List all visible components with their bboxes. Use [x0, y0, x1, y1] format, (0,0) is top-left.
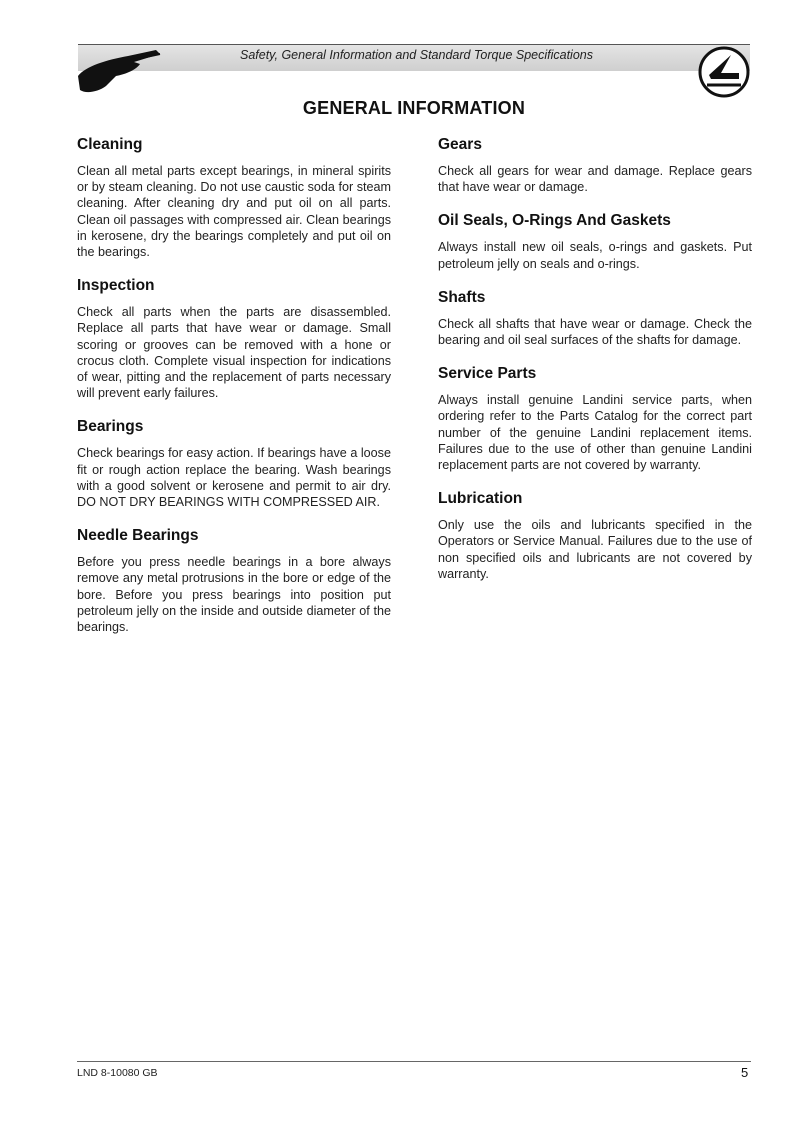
section-cleaning — [77, 136, 391, 260]
section-gears — [438, 136, 752, 195]
section-heading: Bearings — [77, 418, 144, 436]
page-number: 5 — [741, 1065, 749, 1080]
header-title: Safety, General Information and Standard Torque Specifications — [240, 48, 593, 62]
section-heading: Lubrication — [438, 490, 523, 508]
section-inspection — [77, 277, 391, 401]
section-heading: Oil Seals, O-Rings And Gaskets — [438, 212, 671, 230]
section-body: Before you press needle bearings in a bore always remove any metal protrusions in the bore or edge of the bore. Before you press bearings into position put petroleum jelly on the inside and outside diameter of the bearings. — [77, 555, 391, 635]
section-bearings — [77, 418, 391, 510]
section-body: Only use the oils and lubricants specified in the Operators or Service Manual. Failures due to the use of non specified oils and lubricants are not covered by warranty. — [438, 518, 752, 581]
section-lubrication — [438, 490, 752, 582]
section-shafts — [438, 289, 752, 348]
section-body: Check all shafts that have wear or damage. Check the bearing and oil seal surfaces of the shafts for damage. — [438, 316, 752, 348]
footer-divider — [77, 1061, 751, 1062]
section-emblem-icon — [697, 45, 751, 99]
section-body: Always install genuine Landini service parts, when ordering refer to the Parts Catalog for the correct part number of the genuine Landini replacement items. Failures due to the use of other than genuine Landini replacement parts are not covered by warranty. — [438, 393, 752, 473]
section-heading: Cleaning — [77, 136, 143, 153]
section-service-parts — [438, 365, 752, 473]
section-needle-bearings — [77, 527, 391, 635]
section-heading: Shafts — [438, 288, 486, 306]
section-heading: Needle Bearings — [77, 527, 199, 545]
section-body: Always install new oil seals, o-rings and gaskets. Put petroleum jelly on seals and o-rings. — [438, 240, 752, 271]
section-heading: Inspection — [77, 277, 155, 295]
left-column — [77, 136, 391, 652]
section-body: Check all gears for wear and damage. Replace gears that have wear or damage. — [438, 164, 752, 195]
section-oil-seals — [438, 212, 752, 271]
section-heading: Gears — [438, 136, 482, 153]
section-heading: Service Parts — [438, 365, 537, 383]
section-body: Check all parts when the parts are disassembled. Replace all parts that have wear or damage. Small scoring or grooves can be removed with a hone or crocus cloth. Complete visual inspection for indications of wear, pitting and the replacement of parts necessary will prevent early failures. — [77, 305, 391, 401]
pointing-hand-icon — [76, 46, 162, 98]
document-code: LND 8-10080 GB — [77, 1067, 158, 1079]
section-body: Clean all metal parts except bearings, in mineral spirits or by steam cleaning. Do not use caustic soda for steam cleaning. After cleaning dry and put oil on all parts. Clean oil passages with compressed air. Clean bearings in kerosene, dry the bearings completely and put oil on the bearings. — [77, 164, 391, 260]
right-column — [438, 136, 752, 599]
section-body: Check bearings for easy action. If bearings have a loose fit or rough action replace the bearing. Wash bearings with a good solvent or kerosene and permit to air dry. DO NOT DRY BEARINGS WITH COMPRESSED AIR. — [77, 446, 391, 510]
page-title: GENERAL INFORMATION — [302, 98, 526, 118]
